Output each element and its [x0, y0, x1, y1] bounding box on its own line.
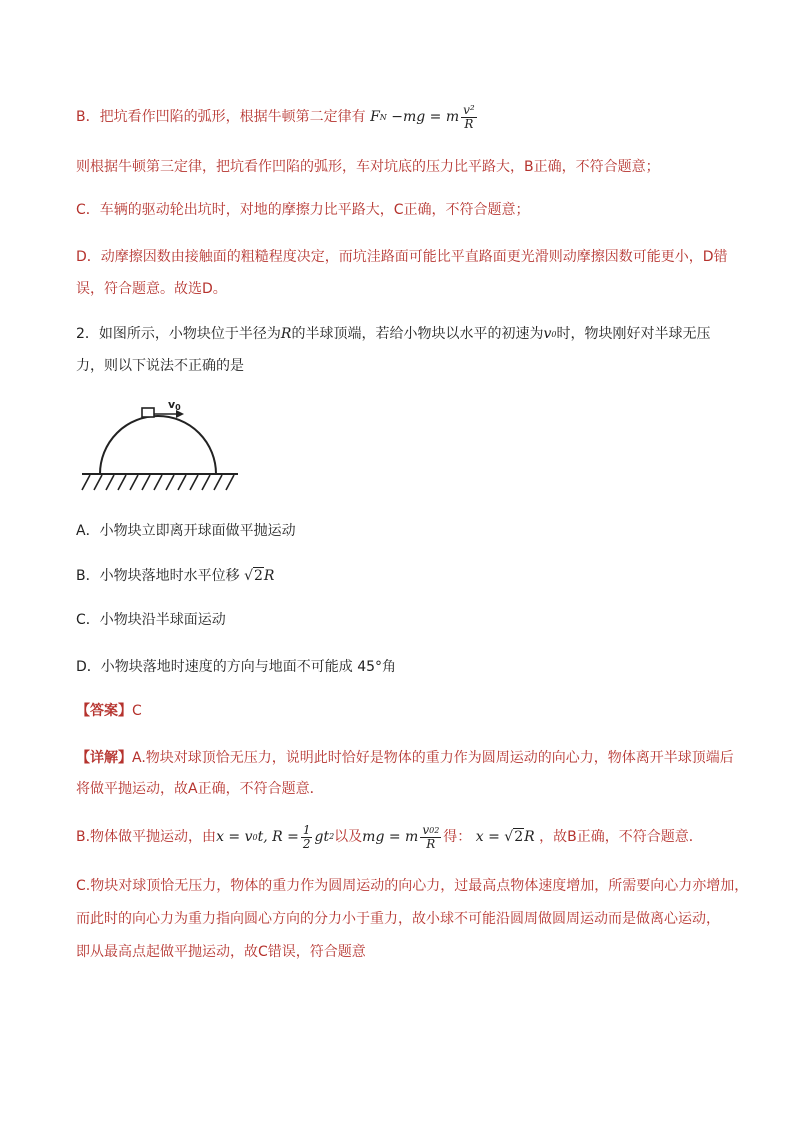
solution-d-line1: D．动摩擦因数由接触面的粗糙程度决定，而坑洼路面可能比平直路面更光滑则动摩擦因数可能更小，D错 [76, 249, 728, 265]
fraction-v2-over-r: $\frac{\text{v²}}{R}$ [463, 102, 475, 131]
small-block [142, 408, 154, 417]
solution-b-text: B．把坑看作凹陷的弧形，根据牛顿第二定律有 [76, 109, 366, 125]
option-b: B．小物块落地时水平位移 √2R [76, 568, 275, 584]
fraction-v0sq-over-r: $\frac{v0^2}{R}$ [422, 822, 440, 851]
detail-c-line1: C.物块对球顶恰无压力，物体的重力作为圆周运动的向心力，过最高点物体速度增加，所需要向心力亦增加， [76, 878, 749, 894]
option-a: A．小物块立即离开球面做平抛运动 [76, 523, 296, 539]
formula-x-v0t: x = v0t, R = [216, 829, 299, 845]
v0-symbol: v0 [543, 326, 557, 342]
solution-b-line [76, 103, 726, 132]
solution-third-law: 则根据牛顿第三定律，把坑看作凹陷的弧形，车对坑底的压力比平路大，B正确，不符合题意； [76, 159, 660, 175]
answer-label: 【答案】 [76, 703, 132, 719]
detail-c-line2: 而此时的向心力为重力指向圆心方向的分力小于重力，故小球不可能沿圆周做圆周运动而是做离心运动， [76, 911, 720, 927]
answer-line [76, 697, 726, 726]
detail-a-line1: 【详解】A.物块对球顶恰无压力，说明此时恰好是物体的重力作为圆周运动的向心力，物体离开半球顶端后 [76, 750, 734, 766]
solution-c-line: C．车辆的驱动轮出坑时，对地的摩擦力比平路大，C正确，不符合题意； [76, 202, 530, 218]
question-2-line1: 2．如图所示，小物块位于半径为R的半球顶端，若给小物块以水平的初速为v0时，物块刚好对半球无压 [76, 326, 711, 342]
answer-value: C [132, 703, 142, 719]
detail-a-line2: 将做平抛运动，故A正确，不符合题意． [76, 781, 324, 797]
detail-label: 【详解】 [76, 750, 132, 766]
detail-b-line: B.物体做平抛运动，由x = v0t, R = $\frac{1}{2}$ $gt^2$以及mg = m $\frac{v0^2}{R}$ 得： x = √2R ，故B正确，不符合题意． [76, 822, 703, 851]
ground-hatching [82, 475, 234, 490]
detail-c-line3: 即从最高点起做平抛运动，故C错误，符合题意 [76, 944, 366, 960]
hemisphere-arc [100, 416, 216, 474]
sqrt-2: √2 [244, 568, 263, 584]
solution-d-line2: 误，符合题意。故选D。 [76, 281, 227, 297]
question-2-line2: 力，则以下说法不正确的是 [76, 358, 244, 374]
v0-label: v0 [168, 398, 181, 412]
formula-newton-second: FN −mg = m [370, 109, 460, 125]
option-c: C．小物块沿半球面运动 [76, 612, 226, 628]
hemisphere-figure [80, 398, 250, 498]
option-d: D．小物块落地时速度的方向与地面不可能成 45°角 [76, 659, 397, 675]
fraction-one-half: $\frac{1}{2}$ [302, 822, 311, 851]
